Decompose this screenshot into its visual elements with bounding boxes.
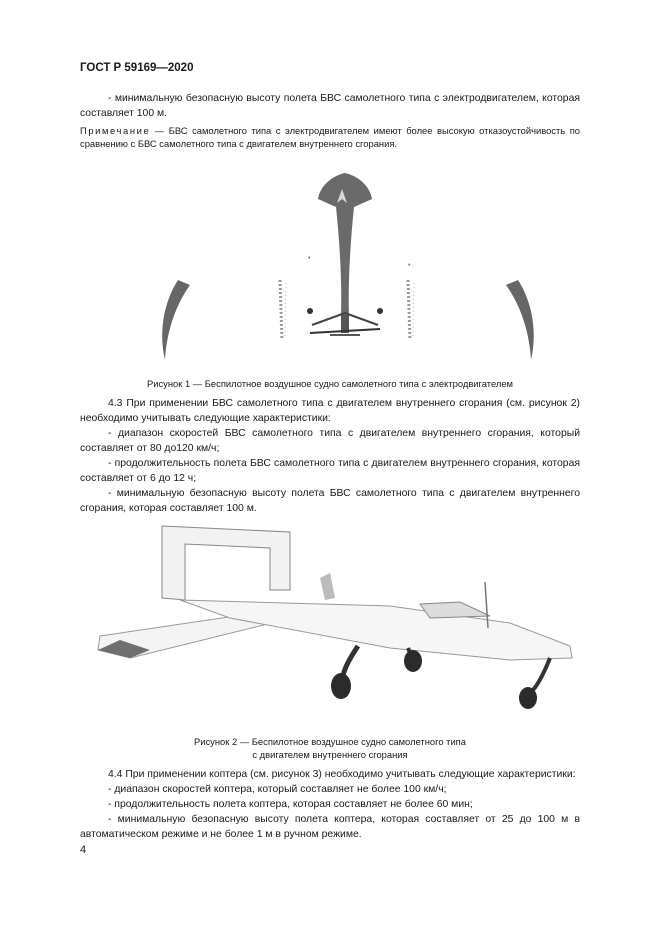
figure-2-caption-line-1: Рисунок 2 — Беспилотное воздушное судно самолетного типа bbox=[194, 736, 466, 747]
uav-side-view-left bbox=[280, 280, 286, 340]
figure-2-uav-ice-image bbox=[90, 518, 590, 728]
uav-wing-tip-left bbox=[162, 280, 190, 360]
uav-ice-tail bbox=[162, 526, 290, 600]
section-4-3-item-altitude: - минимальную безопасную высоту полета БВС самолетного типа с двигателем внутреннего сгорания, которая составляет 100 м. bbox=[80, 488, 580, 514]
section-4-3-intro: 4.3 При применении БВС самолетного типа с двигателем внутреннего сгорания (см. рисунок 2) необходимо учитывать следующие характеристики: bbox=[80, 398, 580, 424]
document-standard-id: ГОСТ Р 59169—2020 bbox=[80, 62, 194, 74]
uav-ice-fuselage bbox=[180, 573, 572, 660]
section-4-3-item-speed: - диапазон скоростей БВС самолетного типа с двигателем внутреннего сгорания, который составляет от 80 до120 км/ч; bbox=[80, 428, 580, 454]
note-text: — БВС самолетного типа с электродвигателем имеют более высокую отказоустойчивость по сравнению с БВС самолетного типа с двигателем внутреннего сгорания. bbox=[80, 125, 580, 149]
uav-wing-tip-right bbox=[506, 280, 534, 360]
paragraph-min-altitude-electric: - минимальную безопасную высоту полета БВС самолетного типа с электродвигателем, которая составляет 100 м. bbox=[80, 93, 580, 119]
page-number: 4 bbox=[80, 844, 87, 856]
figure-1-caption: Рисунок 1 — Беспилотное воздушное судно самолетного типа с электродвигателем bbox=[147, 378, 513, 389]
marker-dot: • bbox=[408, 262, 411, 269]
section-4-4-item-altitude: - минимальную безопасную высоту полета коптера, которая составляет от 25 до 100 м в автоматическом режиме и не более 1 м в ручном режиме. bbox=[80, 814, 580, 840]
figure-2-caption-line-2: с двигателем внутреннего сгорания bbox=[252, 749, 408, 760]
section-4-3-item-duration: - продолжительность полета БВС самолетного типа с двигателем внутреннего сгорания, которая составляет от 6 до 12 ч; bbox=[80, 458, 580, 484]
section-4-4-item-speed: - диапазон скоростей коптера, который составляет не более 100 км/ч; bbox=[108, 784, 447, 795]
uav-side-view-right bbox=[408, 280, 414, 340]
uav-electric-top-view bbox=[307, 173, 383, 335]
marker-dot: • bbox=[308, 255, 311, 262]
section-4-4-intro: 4.4 При применении коптера (см. рисунок 3) необходимо учитывать следующие характеристики: bbox=[108, 769, 576, 780]
note-paragraph bbox=[80, 124, 580, 150]
section-4-4-item-duration: - продолжительность полета коптера, которая составляет не более 60 мин; bbox=[108, 799, 473, 810]
figure-1-uav-electric-image bbox=[130, 165, 550, 370]
note-label: Примечание bbox=[80, 125, 151, 136]
